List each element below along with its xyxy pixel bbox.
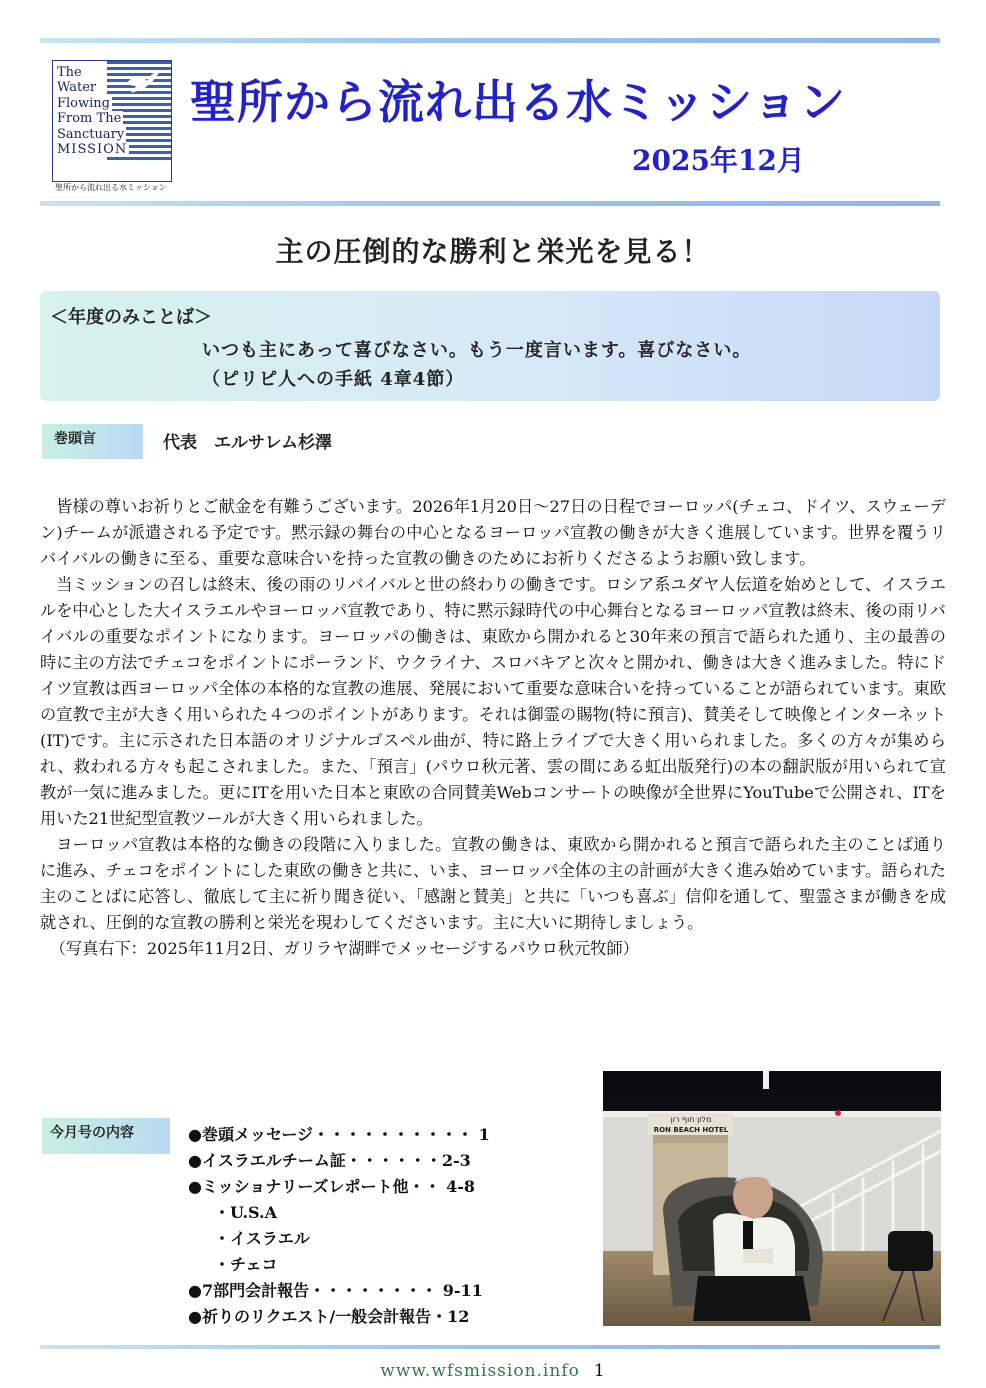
toc-item[interactable] — [188, 1174, 490, 1200]
logo-line: MISSION — [57, 142, 128, 158]
toc-page: 1 — [478, 1125, 490, 1144]
dove-icon — [125, 69, 161, 97]
toc-label: ●ミッショナリーズレポート他・・ — [188, 1177, 441, 1196]
paragraph: 当ミッションの召しは終末、後の雨のリバイバルと世の終わりの働きです。ロシア系ユダヤ人伝道を始めとして、イスラエルを中心とした大イスラエルやヨーロッパ宣教であり、特に黙示録時代の中心舞台となるヨーロッパ宣教は終末、後の雨リバイバルの重要なポイントになります。ヨーロッパの働きは、東欧から開かれると30年来の預言で語られた通り、主の最善の時に主の方法でチェコをポイントにポーランド、ウクライナ、スロバキアと次々と開かれ、働きは大きく進みました。特にドイツ宣教は西ヨーロッパ全体の本格的な宣教の進展、発展において重要な意味合いを持っていることが語られています。東欧の宣教で主が大きく用いられた４つのポイントがあります。それは御霊の賜物(特に預言)、賛美そして映像とインターネット(IT)です。主に示された日本語のオリジナルゴスペル曲が、特に路上ライブで大きく用いられました。多くの方々が集められ、救われる方々も起こされました。また、「預言」(パウロ秋元著、雲の間にある虹出版発行)の本の翻訳版が用いられて宣教が一気に進みました。更にITを用いた日本と東欧の合同賛美Webコンサートの映像が全世界にYouTubeで公開され、ITを用いた21世紀型宣教ツールが大きく用いられました。 — [40, 575, 946, 828]
pastor-photo — [603, 1071, 941, 1326]
contents-tag: 今月号の内容 — [42, 1118, 170, 1154]
header-rule — [40, 201, 940, 206]
sign-english: RON BEACH HOTEL — [653, 1126, 729, 1134]
toc-item[interactable] — [188, 1122, 490, 1148]
toc-label: ●イスラエルチーム証・・・・・・ — [188, 1151, 442, 1170]
foreword-tag: 巻頭言 — [42, 424, 143, 459]
toc-subitem — [188, 1200, 490, 1226]
toc-label: ・チェコ — [214, 1255, 278, 1274]
toc-subitem — [188, 1252, 490, 1278]
toc-page: 12 — [447, 1307, 470, 1326]
photo-note: （写真右下：2025年11月2日、ガリラヤ湖畔でメッセージするパウロ秋元牧師） — [49, 939, 639, 958]
logo-subtitle: 聖所から流れ出る水ミッション — [55, 183, 167, 192]
foreword-body — [40, 494, 946, 962]
toc-item[interactable] — [188, 1304, 490, 1330]
toc-label: ・U.S.A — [214, 1203, 278, 1222]
footer-rule — [40, 1345, 940, 1349]
logo-line: Sanctuary — [57, 126, 125, 142]
toc-label: ・イスラエル — [214, 1229, 310, 1248]
toc-page: 4-8 — [446, 1177, 476, 1196]
foreword-author: 代表 エルサレム杉澤 — [163, 433, 332, 453]
sign-hebrew: מלון חוף רון — [670, 1115, 712, 1124]
logo-text — [57, 65, 129, 157]
logo-line: Flowing — [57, 95, 110, 111]
verse-box — [40, 291, 940, 401]
website-link[interactable]: www.wfsmission.info — [380, 1361, 580, 1381]
issue-date: 2025年12月 — [632, 144, 805, 177]
footer — [0, 1361, 986, 1381]
paragraph: ヨーロッパ宣教は本格的な働きの段階に入りました。宣教の働きは、東欧から開かれると預言で語られた主のことば通りに進み、チェコをポイントにした東欧の働きと共に、いま、ヨーロッパ全体の主の計画が大きく進み始めています。語られた主のことばに応答し、徹底して主に祈り聞き従い、「感謝と賛美」と共に「いつも喜ぶ」信仰を通して、聖霊さまが働きを成就され、圧倒的な宣教の勝利と栄光を現わしてくださいます。主に大いに期待しましょう。 — [40, 835, 946, 932]
logo-line: Water — [57, 80, 97, 96]
mission-logo — [52, 60, 172, 182]
toc-page: 2-3 — [441, 1151, 471, 1170]
toc-item[interactable] — [188, 1278, 490, 1304]
verse-reference: （ピリピ人への手紙 4章4節） — [202, 369, 465, 390]
paragraph: 皆様の尊いお祈りとご献金を有難うございます。2026年1月20日～27日の日程でヨーロッパ(チェコ、ドイツ、スウェーデン)チームが派遣される予定です。黙示録の舞台の中心となるヨーロッパ宣教の働きが大きく進展しています。世界を覆うリバイバルの働きに至る、重要な意味合いを持った宣教の働きのためにお祈りくださるようお願い致します。 — [40, 497, 946, 568]
verse-heading: ＜年度のみことば＞ — [50, 307, 212, 328]
table-of-contents — [188, 1122, 490, 1330]
toc-label: ●祈りのリクエスト/一般会計報告・ — [188, 1307, 448, 1326]
toc-label: ●7部門会計報告・・・・・・・・ — [188, 1281, 438, 1300]
toc-label: ●巻頭メッセージ・・・・・・・・・・ — [188, 1125, 474, 1144]
headline: 主の圧倒的な勝利と栄光を見る！ — [275, 235, 711, 268]
logo-line: From The — [57, 111, 122, 127]
toc-page: 9-11 — [442, 1281, 483, 1300]
page-number: 1 — [593, 1361, 606, 1381]
mission-title: 聖所から流れ出る水ミッション — [190, 75, 847, 129]
toc-subitem — [188, 1226, 490, 1252]
toc-item[interactable] — [188, 1148, 490, 1174]
verse-text: いつも主にあって喜びなさい。もう一度言います。喜びなさい。 — [202, 340, 752, 361]
top-rule — [40, 38, 940, 43]
logo-line: The — [57, 65, 82, 80]
